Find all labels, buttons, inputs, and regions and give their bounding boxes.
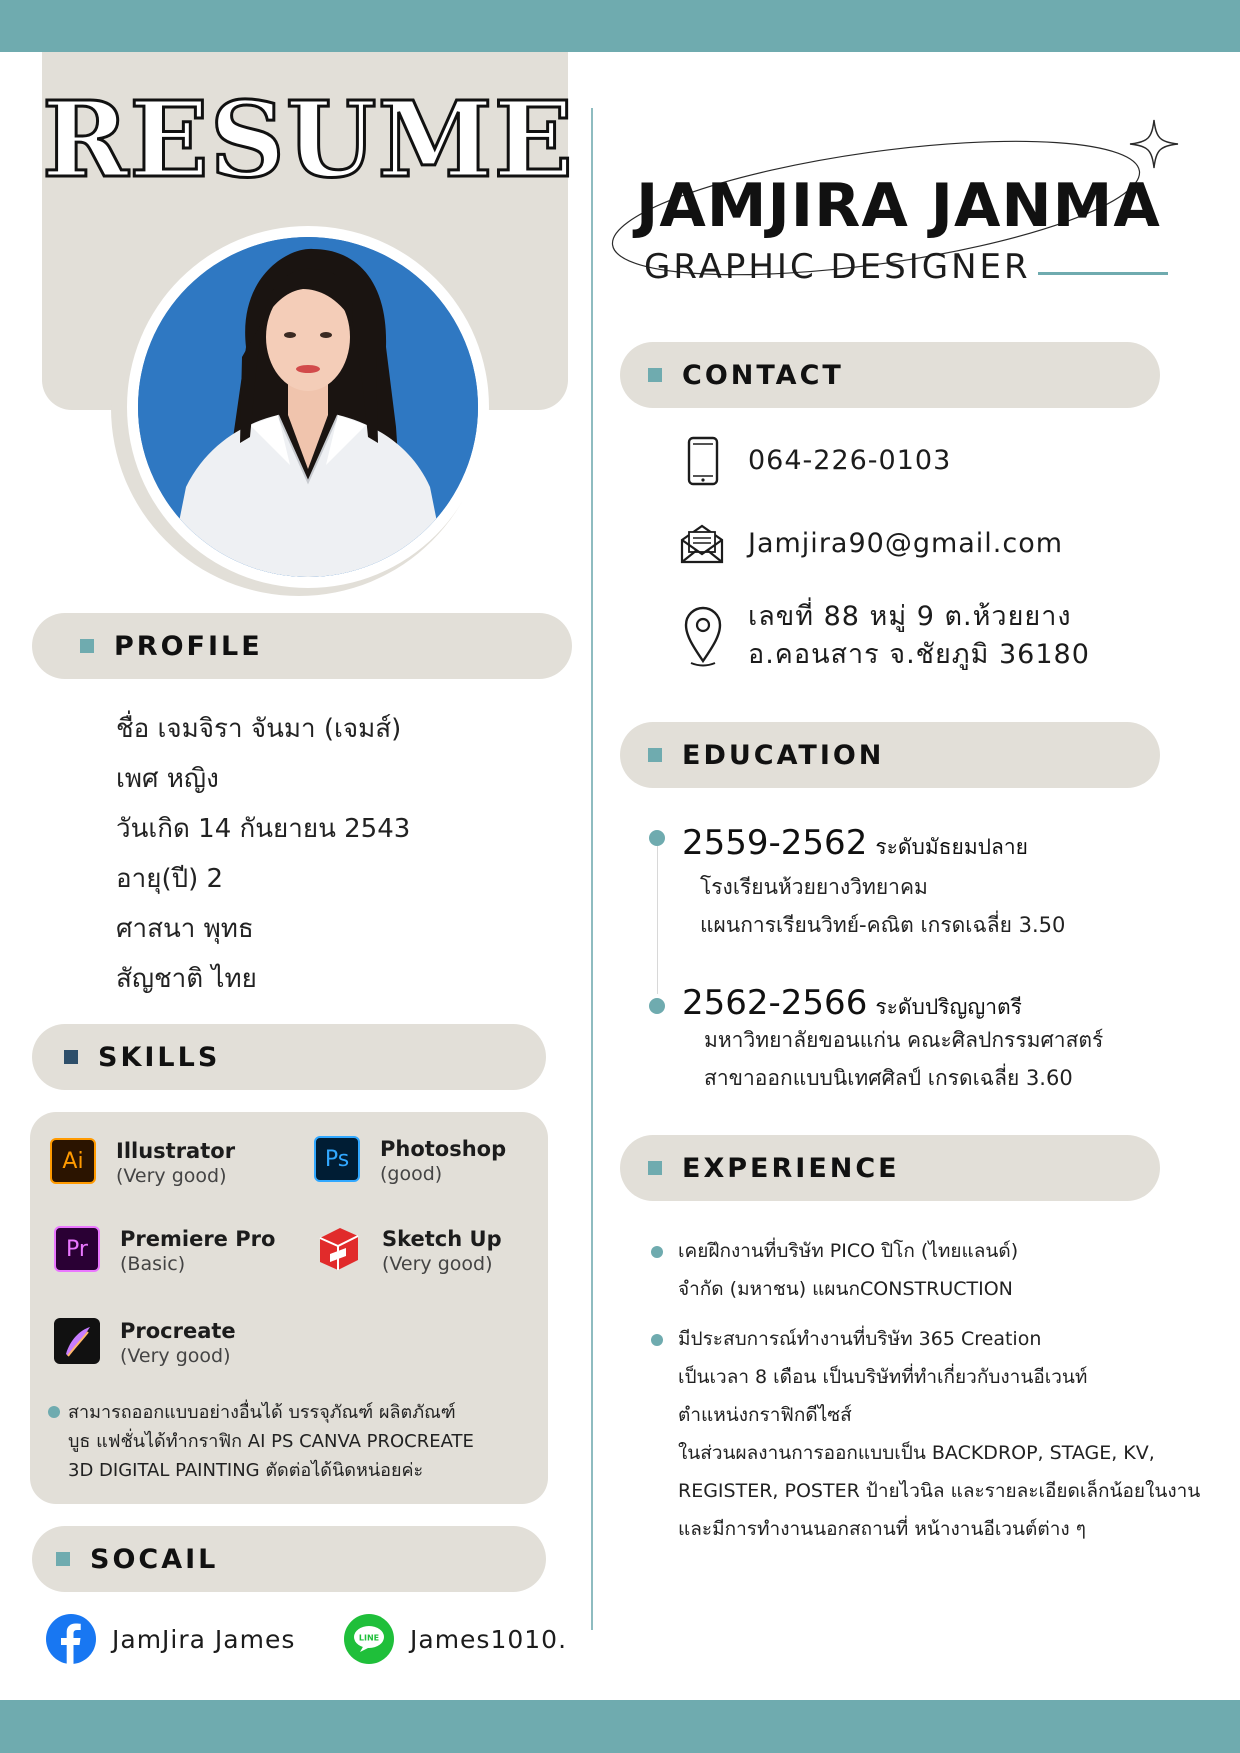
- profile-age: อายุ(ปี) 2: [116, 864, 224, 894]
- education-header: [620, 722, 1160, 788]
- years-text: 2559-2562: [682, 823, 868, 863]
- profile-title: PROFILE: [114, 630, 263, 662]
- study-program: แผนการเรียนวิทย์-คณิต เกรดเฉลี่ย 3.50: [700, 913, 1066, 937]
- skills-note-line: สามารถออกแบบอย่างอื่นได้ บรรจุภัณฑ์ ผลิตภัณฑ์: [68, 1402, 456, 1423]
- skill-sketchup: [316, 1226, 502, 1276]
- experience-header: [620, 1135, 1160, 1201]
- profile-religion: ศาสนา พุทธ: [116, 914, 254, 944]
- education-years: [682, 983, 1022, 1023]
- illustrator-icon: Ai: [50, 1138, 96, 1184]
- bottom-band: [0, 1700, 1240, 1753]
- skill-name: Photoshop: [380, 1137, 507, 1161]
- social-header: [32, 1526, 546, 1592]
- profile-birthdate: วันเกิด 14 กันยายน 2543: [116, 814, 411, 844]
- experience-line: เป็นเวลา 8 เดือน เป็นบริษัทที่ทำเกี่ยวกับงานอีเวนท์: [678, 1366, 1088, 1388]
- experience-item: [678, 1232, 1018, 1308]
- section-marker: [80, 639, 94, 653]
- experience-line: ในส่วนผลงานการออกแบบเป็น BACKDROP, STAGE, KV,: [678, 1442, 1155, 1464]
- email-address[interactable]: Jamjira90@gmail.com: [748, 528, 1064, 559]
- experience-item: [678, 1320, 1200, 1548]
- skill-level: (good): [380, 1163, 443, 1185]
- full-name: JAMJIRA JANMA: [636, 171, 1161, 241]
- phone-icon: [680, 436, 726, 486]
- skills-note-line: 3D DIGITAL PAINTING ตัดต่อได้นิดหน่อยค่ะ: [68, 1460, 424, 1481]
- skill-level: (Very good): [120, 1345, 231, 1367]
- timeline-dot: [649, 830, 665, 846]
- contact-title: CONTACT: [682, 359, 844, 391]
- skill-name: Sketch Up: [382, 1227, 502, 1251]
- resume-title: RESUME: [42, 78, 574, 201]
- profile-header: [32, 613, 572, 679]
- section-marker: [648, 368, 662, 382]
- skill-name: Procreate: [120, 1319, 236, 1343]
- timeline-dot: [649, 998, 665, 1014]
- skill-level: (Very good): [382, 1253, 493, 1275]
- skill-level: (Very good): [116, 1165, 227, 1187]
- experience-line: จำกัด (มหาชน) แผนกCONSTRUCTION: [678, 1278, 1013, 1300]
- education-level: ระดับปริญญาตรี: [875, 995, 1022, 1019]
- premiere-pro-icon: Pr: [54, 1226, 100, 1272]
- facebook-icon: [46, 1614, 96, 1664]
- university-name: มหาวิทยาลัยขอนแก่น คณะศิลปกรรมศาสตร์: [704, 1028, 1104, 1052]
- experience-line: เคยฝึกงานที่บริษัท PICO ปิโก (ไทยแลนด์): [678, 1240, 1019, 1262]
- address-line: อ.คอนสาร จ.ชัยภูมิ 36180: [748, 639, 1090, 670]
- section-marker: [64, 1050, 78, 1064]
- skill-illustrator: [50, 1138, 235, 1188]
- sketchup-icon: [316, 1226, 362, 1272]
- profile-nationality: สัญชาติ ไทย: [116, 964, 257, 994]
- experience-line: มีประสบการณ์ทำงานที่บริษัท 365 Creation: [678, 1328, 1042, 1350]
- contact-header: [620, 342, 1160, 408]
- school-name: โรงเรียนห้วยยางวิทยาคม: [700, 875, 928, 899]
- top-band: [0, 0, 1240, 52]
- education-level: ระดับมัธยมปลาย: [875, 835, 1028, 859]
- profile-photo: [138, 237, 478, 577]
- procreate-icon: [54, 1318, 100, 1364]
- education-years: [682, 823, 1028, 863]
- section-marker: [56, 1552, 70, 1566]
- skill-name: Premiere Pro: [120, 1227, 276, 1251]
- column-divider: [591, 108, 593, 1630]
- facebook-name: JamJira James: [112, 1624, 296, 1654]
- education-detail: [704, 1021, 1103, 1097]
- bullet-dot: [48, 1406, 60, 1418]
- profile-details: [116, 704, 410, 1004]
- skill-photoshop: [314, 1136, 506, 1186]
- profile-name: ชื่อ เจมจิรา จันมา (เจมส์): [116, 714, 402, 744]
- address-line: เลขที่ 88 หมู่ 9 ต.ห้วยยาง: [748, 601, 1072, 632]
- phone-number[interactable]: 064-226-0103: [748, 445, 952, 476]
- experience-line: และมีการทำงานนอกสถานที่ หน้างานอีเวนต์ต่าง ๆ: [678, 1518, 1086, 1540]
- mail-icon: [678, 522, 726, 566]
- line-icon: [344, 1614, 394, 1664]
- phone-row: [680, 436, 951, 486]
- skills-note: [68, 1398, 538, 1485]
- email-row: [678, 522, 1063, 566]
- line-link[interactable]: [344, 1614, 567, 1664]
- skill-name: Illustrator: [116, 1139, 236, 1163]
- skills-title: SKILLS: [98, 1041, 221, 1073]
- location-pin-icon: [682, 605, 724, 667]
- education-title: EDUCATION: [682, 739, 885, 771]
- social-title: SOCAIL: [90, 1543, 219, 1575]
- education-detail: [700, 868, 1065, 944]
- line-id: James1010.: [410, 1624, 568, 1654]
- skill-premiere-pro: [54, 1226, 275, 1276]
- address-row: [682, 598, 1090, 674]
- skill-procreate: [54, 1318, 236, 1368]
- profile-gender: เพศ หญิง: [116, 764, 219, 794]
- section-marker: [648, 748, 662, 762]
- skills-note-line: บูธ แฟชั่นได้ทำกราฟิก AI PS CANVA PROCREATE: [68, 1431, 474, 1452]
- facebook-link[interactable]: [46, 1614, 295, 1664]
- years-text: 2562-2566: [682, 983, 868, 1023]
- skills-header: [32, 1024, 546, 1090]
- job-title: GRAPHIC DESIGNER: [644, 247, 1031, 287]
- person-portrait: [138, 237, 478, 577]
- title-underline: [1038, 272, 1168, 275]
- bullet-dot: [651, 1334, 663, 1346]
- study-program: สาขาออกแบบนิเทศศิลป์ เกรดเฉลี่ย 3.60: [704, 1066, 1073, 1090]
- experience-title: EXPERIENCE: [682, 1152, 900, 1184]
- skill-level: (Basic): [120, 1253, 186, 1275]
- section-marker: [648, 1161, 662, 1175]
- timeline-line: [657, 846, 658, 994]
- line-logo-text: LINE: [358, 1633, 380, 1643]
- experience-line: ตำแหน่งกราฟิกดีไซส์: [678, 1404, 852, 1426]
- experience-line: REGISTER, POSTER ป้ายไวนิล และรายละเอียดเล็กน้อยในงาน: [678, 1480, 1201, 1502]
- photoshop-icon: Ps: [314, 1136, 360, 1182]
- bullet-dot: [651, 1246, 663, 1258]
